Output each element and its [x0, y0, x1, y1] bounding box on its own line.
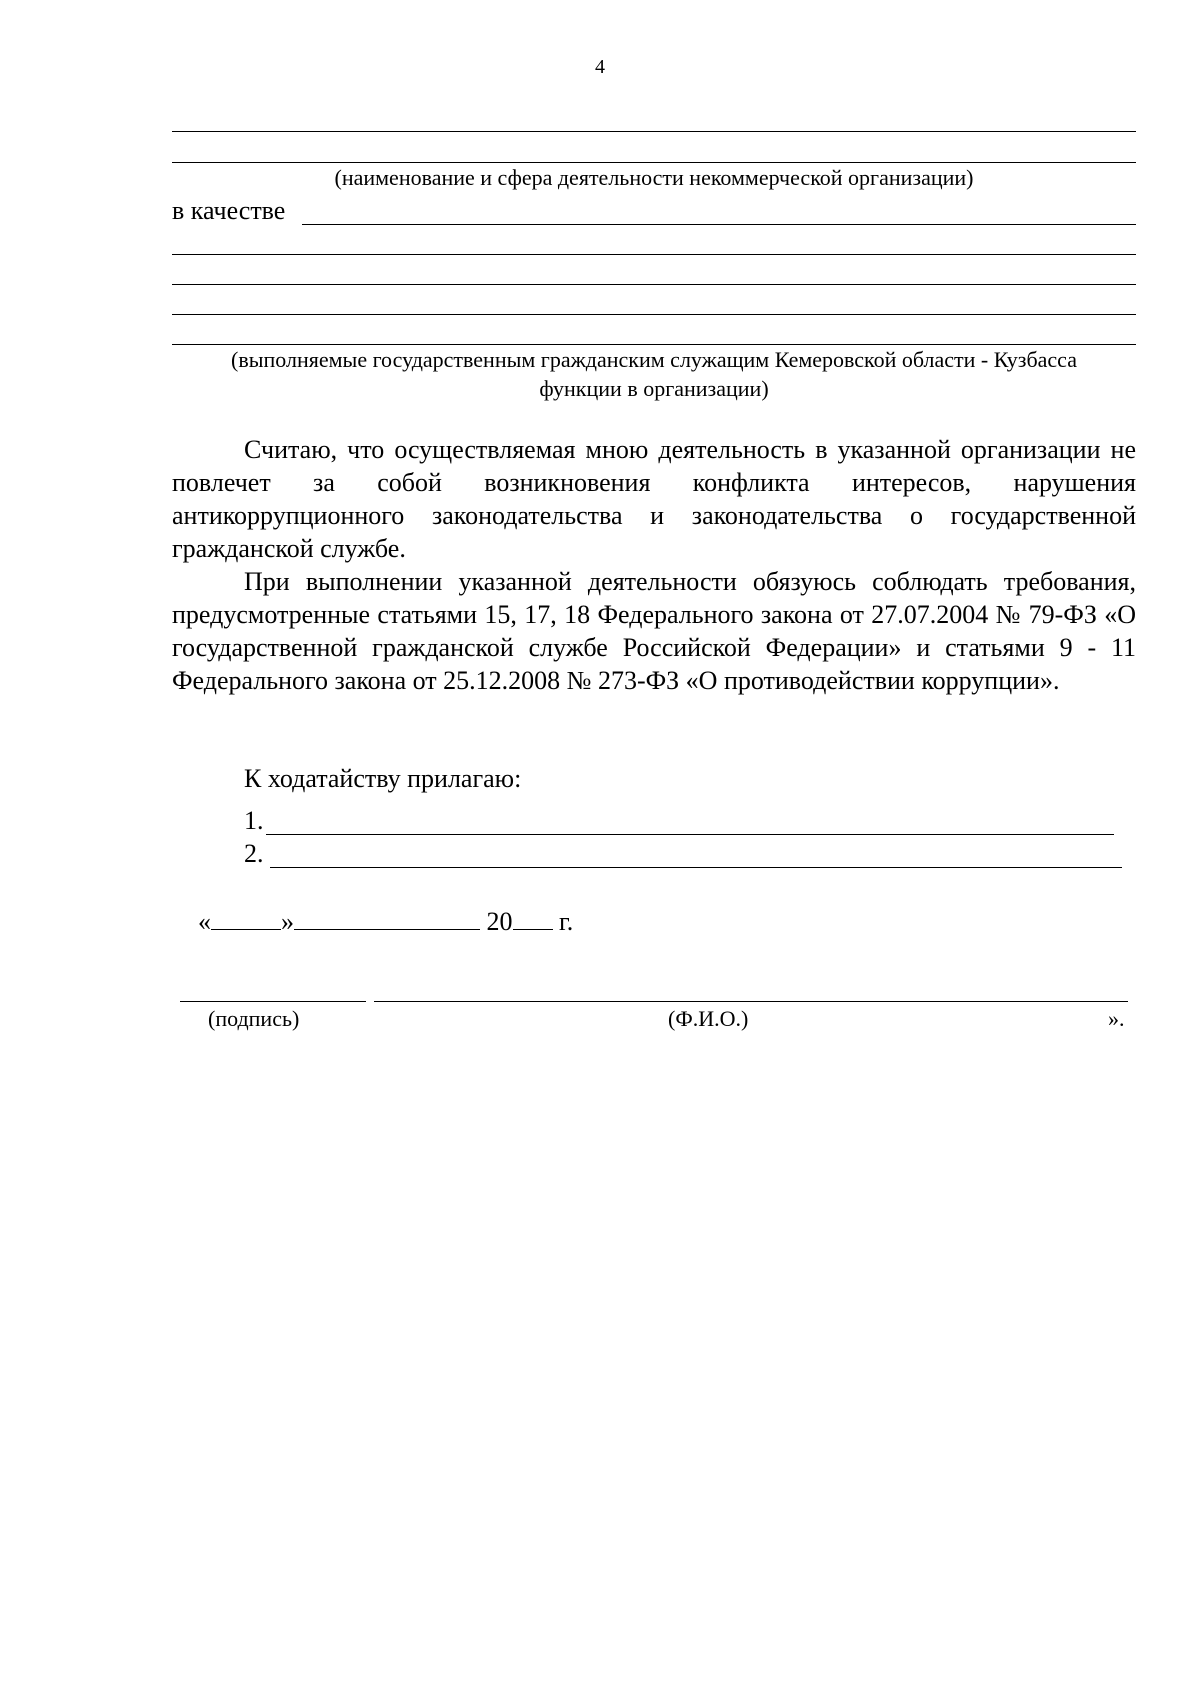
org-caption: (наименование и сфера деятельности некоммерческой организации)	[334, 165, 974, 190]
date-month-blank	[294, 905, 480, 930]
date-open-quote: «	[198, 907, 211, 936]
page-number: 4	[595, 56, 605, 78]
date-year-blank	[513, 905, 553, 930]
signature-caption: (подпись)	[208, 1006, 300, 1031]
functions-line-2	[172, 284, 1136, 285]
attachments-title: К ходатайству прилагаю:	[244, 764, 522, 793]
closing-mark: ».	[1108, 1006, 1125, 1031]
functions-line-1	[172, 254, 1136, 255]
obligation-paragraph: При выполнении указанной деятельности обязуюсь соблюдать требования, предусмотренные статьями 15, 17, 18 Федерального закона от 27.07.2004 № 79-ФЗ «О государственной гражданской службе Российской Федерации» и статьями 9 - 11 Федерального закона от 25.12.2008 № 273-ФЗ «О противодействии коррупции».	[172, 567, 1136, 695]
functions-line-3	[172, 314, 1136, 315]
role-label: в качестве	[172, 196, 286, 225]
date-year-suffix: г.	[559, 907, 574, 936]
date-close-quote: »	[281, 907, 294, 936]
fio-line	[374, 1001, 1128, 1002]
org-name-line-1	[172, 131, 1136, 132]
date-day-blank	[211, 905, 281, 930]
statement-paragraph: Считаю, что осуществляемая мною деятельность в указанной организации не повлечет за собой возникновения конфликта интересов, нарушения антикоррупционного законодательства и законодательства о государственной гражданской службе.	[172, 435, 1136, 563]
date-row	[198, 905, 573, 938]
date-year-prefix: 20	[486, 907, 513, 936]
role-line	[302, 224, 1136, 225]
functions-caption-line-2: функции в организации)	[539, 376, 769, 401]
functions-caption-line-1: (выполняемые государственным гражданским служащим Кемеровской области - Кузбасса	[231, 347, 1077, 372]
attachment-line-2	[270, 867, 1122, 868]
signature-line	[180, 1001, 366, 1002]
fio-caption: (Ф.И.О.)	[668, 1006, 749, 1031]
attachment-item-1: 1.	[244, 806, 264, 835]
attachment-item-2: 2.	[244, 839, 264, 868]
attachment-line-1	[266, 834, 1114, 835]
